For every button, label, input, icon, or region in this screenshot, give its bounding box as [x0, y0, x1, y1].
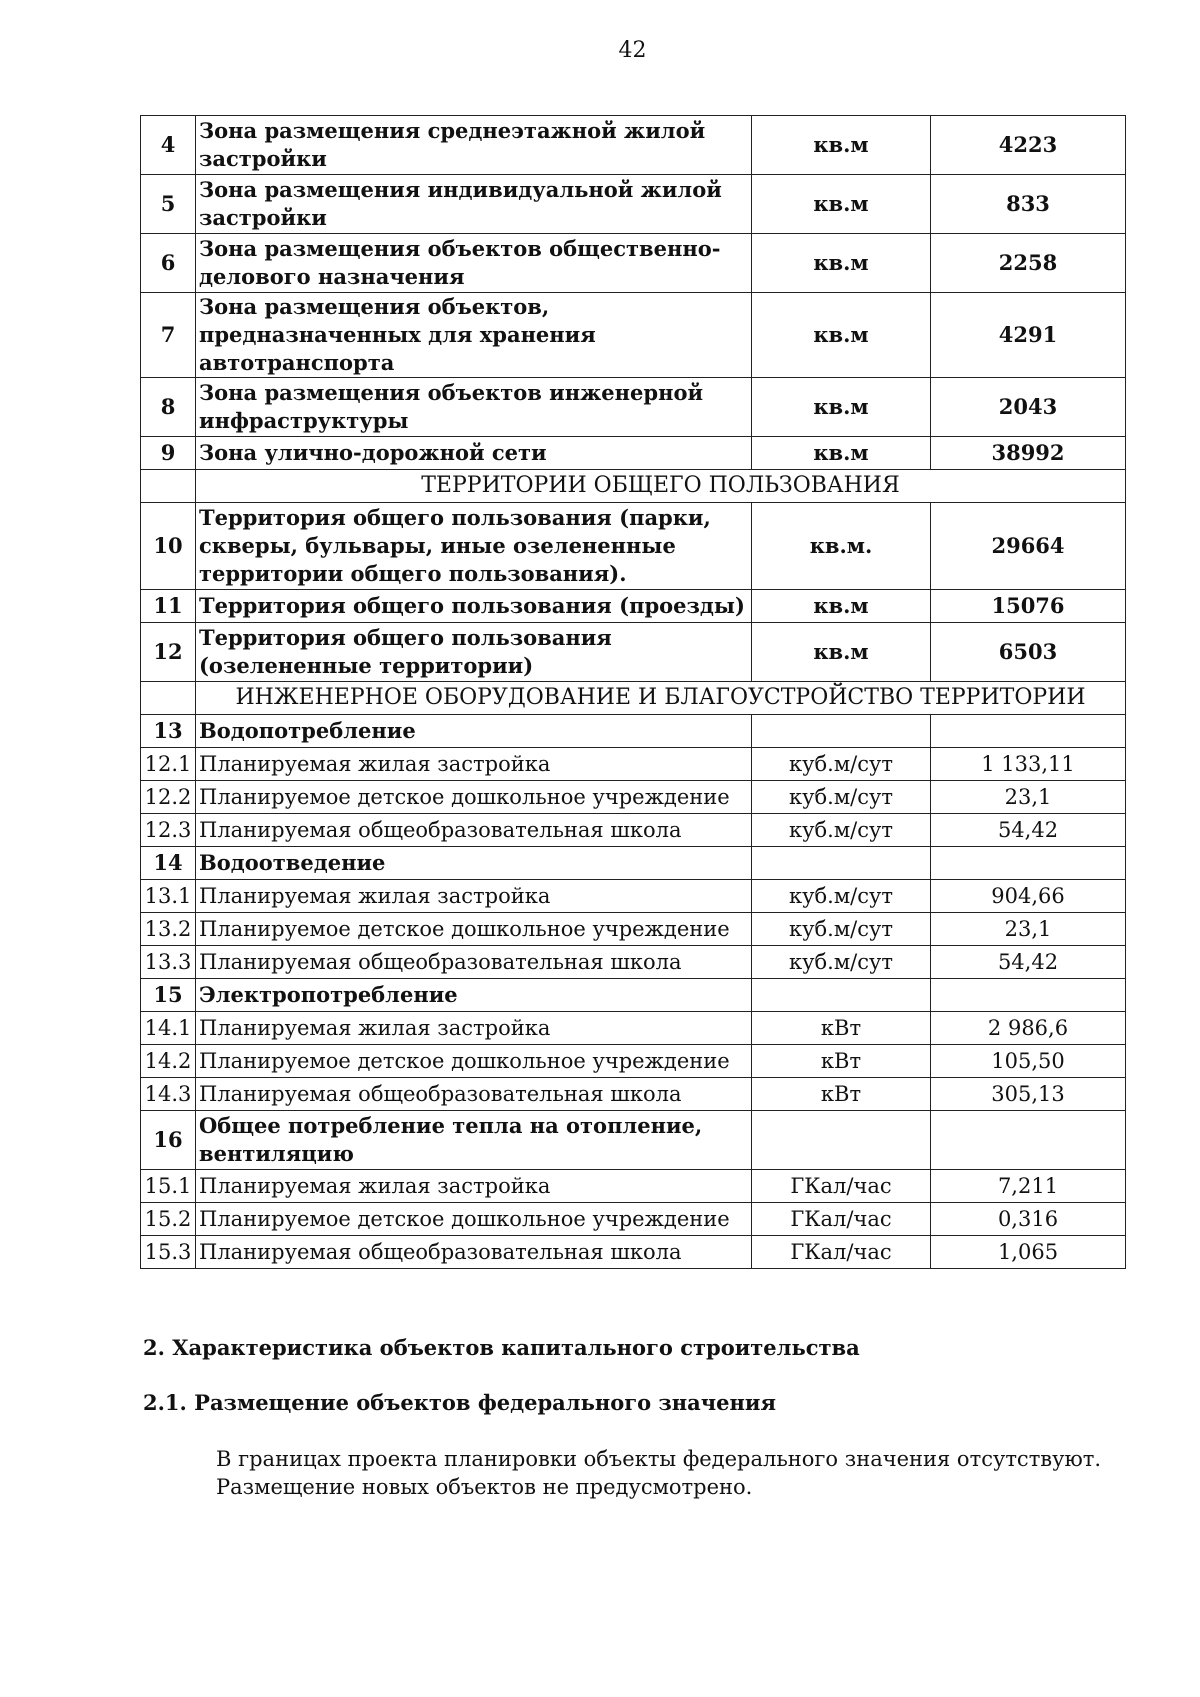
row-unit: кв.м [752, 234, 931, 293]
table-row [141, 748, 1126, 781]
row-name: Водопотребление [196, 715, 752, 748]
paragraph-line: В границах проекта планировки объекты федерального значения отсутствуют. [216, 1447, 1102, 1471]
row-number: 13.1 [141, 880, 196, 913]
table-row [141, 1203, 1126, 1236]
table-row [141, 1170, 1126, 1203]
row-value: 29664 [931, 503, 1126, 590]
table-row [141, 623, 1126, 682]
row-value: 904,66 [931, 880, 1126, 913]
section-row [141, 470, 1126, 503]
row-name: Планируемая жилая застройка [196, 748, 752, 781]
table-row [141, 590, 1126, 623]
row-unit: куб.м/сут [752, 913, 931, 946]
row-name: Планируемая общеобразовательная школа [196, 1236, 752, 1269]
row-unit: куб.м/сут [752, 748, 931, 781]
page-number: 42 [618, 38, 647, 63]
row-name: Территория общего пользования (парки, скверы, бульвары, иные озелененные территории общего пользования). [196, 503, 752, 590]
table-row [141, 378, 1126, 437]
row-unit: куб.м/сут [752, 946, 931, 979]
row-value: 2043 [931, 378, 1126, 437]
section-label: ТЕРРИТОРИИ ОБЩЕГО ПОЛЬЗОВАНИЯ [196, 470, 1126, 503]
table-row [141, 503, 1126, 590]
paragraph-line: Размещение новых объектов не предусмотрено. [216, 1475, 753, 1499]
paragraph [216, 1445, 1116, 1501]
table-row [141, 1111, 1126, 1170]
section-label: ИНЖЕНЕРНОЕ ОБОРУДОВАНИЕ И БЛАГОУСТРОЙСТВО ТЕРРИТОРИИ [196, 682, 1126, 715]
row-number: 13 [141, 715, 196, 748]
table-row [141, 946, 1126, 979]
section-heading: 2. Характеристика объектов капитального строительства [143, 1335, 860, 1360]
row-unit [752, 847, 931, 880]
row-value: 54,42 [931, 814, 1126, 847]
row-number: 14.2 [141, 1045, 196, 1078]
row-name: Планируемое детское дошкольное учреждение [196, 1045, 752, 1078]
row-name: Зона размещения объектов общественно-делового назначения [196, 234, 752, 293]
row-name: Планируемая жилая застройка [196, 1170, 752, 1203]
row-unit: кв.м. [752, 503, 931, 590]
row-unit: кВт [752, 1012, 931, 1045]
row-number: 4 [141, 116, 196, 175]
row-name: Зона размещения среднеэтажной жилой застройки [196, 116, 752, 175]
row-number: 15.1 [141, 1170, 196, 1203]
row-value [931, 847, 1126, 880]
subsection-heading: 2.1. Размещение объектов федерального значения [143, 1390, 776, 1415]
row-name: Планируемое детское дошкольное учреждение [196, 1203, 752, 1236]
table-row [141, 814, 1126, 847]
row-unit [752, 715, 931, 748]
table-body [141, 116, 1126, 1269]
row-value: 1,065 [931, 1236, 1126, 1269]
table-row [141, 1045, 1126, 1078]
row-value: 2258 [931, 234, 1126, 293]
row-value: 1 133,11 [931, 748, 1126, 781]
table-row [141, 1012, 1126, 1045]
row-number: 15.2 [141, 1203, 196, 1236]
row-unit: кв.м [752, 116, 931, 175]
table-row [141, 175, 1126, 234]
row-unit: ГКал/час [752, 1170, 931, 1203]
row-number: 12.1 [141, 748, 196, 781]
row-number: 15 [141, 979, 196, 1012]
table-row [141, 1078, 1126, 1111]
row-unit [752, 979, 931, 1012]
row-value: 6503 [931, 623, 1126, 682]
row-name: Зона улично-дорожной сети [196, 437, 752, 470]
row-number: 12.3 [141, 814, 196, 847]
row-name: Территория общего пользования (озелененные территории) [196, 623, 752, 682]
row-number: 6 [141, 234, 196, 293]
row-unit: кв.м [752, 378, 931, 437]
row-unit: ГКал/час [752, 1236, 931, 1269]
row-value: 833 [931, 175, 1126, 234]
row-value [931, 979, 1126, 1012]
table-row [141, 1236, 1126, 1269]
row-name: Планируемое детское дошкольное учреждение [196, 913, 752, 946]
table-row [141, 979, 1126, 1012]
indicators-table [140, 115, 1126, 1269]
row-value: 105,50 [931, 1045, 1126, 1078]
row-unit: ГКал/час [752, 1203, 931, 1236]
row-number: 14 [141, 847, 196, 880]
table-row [141, 781, 1126, 814]
row-name: Планируемая общеобразовательная школа [196, 946, 752, 979]
row-name: Зона размещения объектов, предназначенных для хранения автотранспорта [196, 293, 752, 378]
table-row [141, 234, 1126, 293]
section-empty-cell [141, 682, 196, 715]
table-row [141, 437, 1126, 470]
row-number: 12.2 [141, 781, 196, 814]
row-number: 11 [141, 590, 196, 623]
row-unit: куб.м/сут [752, 781, 931, 814]
row-name: Планируемое детское дошкольное учреждение [196, 781, 752, 814]
row-unit: кв.м [752, 175, 931, 234]
row-name: Планируемая жилая застройка [196, 1012, 752, 1045]
row-number: 14.3 [141, 1078, 196, 1111]
row-name: Электропотребление [196, 979, 752, 1012]
row-value: 54,42 [931, 946, 1126, 979]
row-value: 23,1 [931, 913, 1126, 946]
row-number: 12 [141, 623, 196, 682]
row-value: 38992 [931, 437, 1126, 470]
table-row [141, 847, 1126, 880]
table-row [141, 116, 1126, 175]
row-number: 13.3 [141, 946, 196, 979]
row-name: Зона размещения объектов инженерной инфраструктуры [196, 378, 752, 437]
table-row [141, 293, 1126, 378]
row-number: 9 [141, 437, 196, 470]
row-name: Водоотведение [196, 847, 752, 880]
row-value [931, 1111, 1126, 1170]
row-value: 4291 [931, 293, 1126, 378]
row-unit: кВт [752, 1045, 931, 1078]
row-unit [752, 1111, 931, 1170]
table-row [141, 715, 1126, 748]
row-name: Зона размещения индивидуальной жилой застройки [196, 175, 752, 234]
section-empty-cell [141, 470, 196, 503]
row-number: 8 [141, 378, 196, 437]
row-number: 5 [141, 175, 196, 234]
row-unit: кв.м [752, 590, 931, 623]
row-name: Территория общего пользования (проезды) [196, 590, 752, 623]
row-number: 13.2 [141, 913, 196, 946]
row-unit: кв.м [752, 293, 931, 378]
table-row [141, 880, 1126, 913]
row-name: Планируемая жилая застройка [196, 880, 752, 913]
row-number: 16 [141, 1111, 196, 1170]
row-value: 0,316 [931, 1203, 1126, 1236]
row-number: 10 [141, 503, 196, 590]
row-unit: кВт [752, 1078, 931, 1111]
row-value [931, 715, 1126, 748]
row-name: Планируемая общеобразовательная школа [196, 814, 752, 847]
row-number: 15.3 [141, 1236, 196, 1269]
row-name: Планируемая общеобразовательная школа [196, 1078, 752, 1111]
row-value: 7,211 [931, 1170, 1126, 1203]
row-unit: куб.м/сут [752, 880, 931, 913]
row-number: 14.1 [141, 1012, 196, 1045]
row-name: Общее потребление тепла на отопление, вентиляцию [196, 1111, 752, 1170]
row-unit: кв.м [752, 437, 931, 470]
row-value: 23,1 [931, 781, 1126, 814]
section-row [141, 682, 1126, 715]
row-value: 4223 [931, 116, 1126, 175]
row-value: 15076 [931, 590, 1126, 623]
row-unit: куб.м/сут [752, 814, 931, 847]
row-value: 305,13 [931, 1078, 1126, 1111]
table-row [141, 913, 1126, 946]
row-value: 2 986,6 [931, 1012, 1126, 1045]
row-unit: кв.м [752, 623, 931, 682]
row-number: 7 [141, 293, 196, 378]
